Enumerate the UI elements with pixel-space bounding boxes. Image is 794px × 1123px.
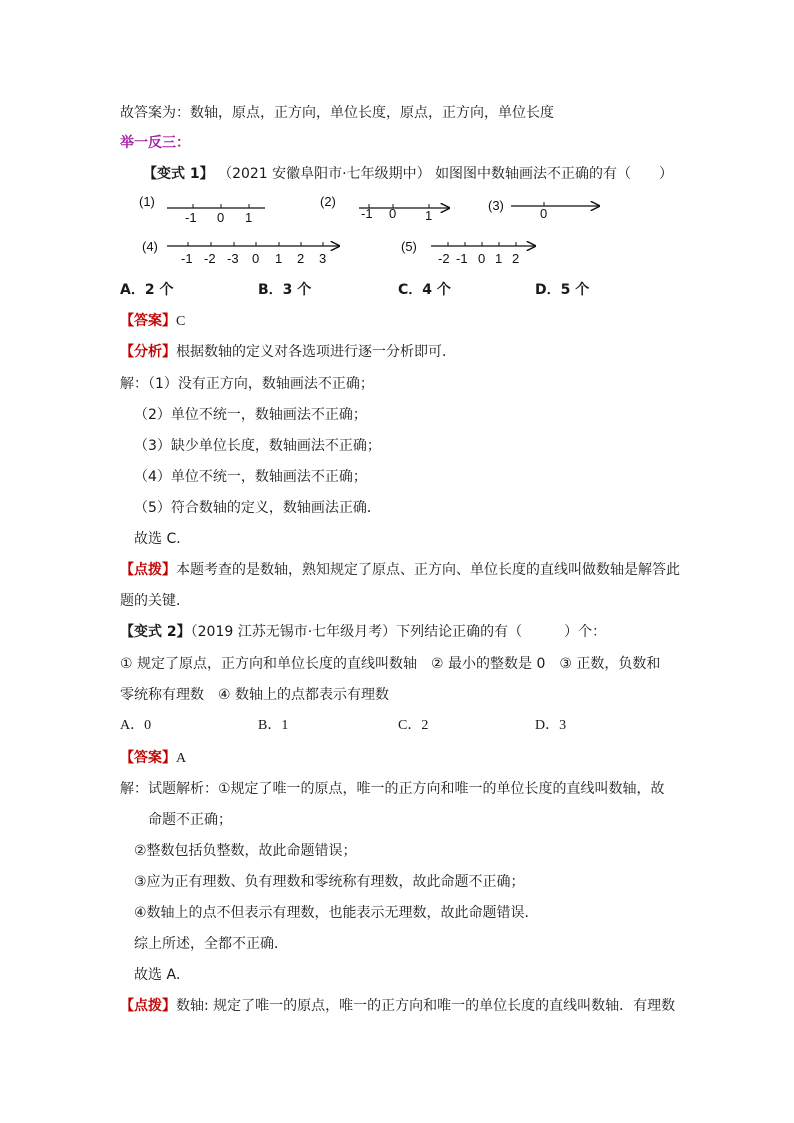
q2-source: （2019 江苏无锡市·七年级月考） [190,624,397,640]
q2-stem: 下列结论正确的有（ ）个： [396,624,607,640]
q1-option-b: B．3 个 [258,282,312,298]
q2-option-d: D．3 [535,718,567,733]
q2-solution-line: 综上所述，全都不正确． [134,936,288,952]
q2-answer-tag: 【答案】 [120,750,176,766]
q1-option-d: D．5 个 [535,282,590,298]
axis4-tick-label: 1 [275,251,283,266]
axis2-label: (2) [320,194,336,209]
axis1-tick-label: 1 [245,210,253,225]
q2-option-a: A．0 [120,718,152,733]
q2-tag: 【变式 2】 [120,624,191,640]
q2-option-c: C．2 [398,718,429,733]
axis2-tick-label: 0 [389,206,397,221]
q1-tip-tag: 【点拨】 [120,562,176,578]
axis5-tick-label: 2 [512,251,520,266]
q2-statements-continued: 零统称有理数 ④ 数轴上的点都表示有理数 [120,687,389,703]
q1-source: （2021 安徽阜阳市·七年级期中） [218,166,431,182]
q2-answer [120,748,186,769]
q1-stem: 如图图中数轴画法不正确的有（ ） [435,166,674,182]
axis5-tick-label: 0 [478,251,486,266]
q1-analysis-text: 根据数轴的定义对各选项进行逐一分析即可． [176,344,456,360]
q1-header [143,164,673,184]
q2-tip-tag: 【点拨】 [120,998,176,1014]
q1-option-c: C．4 个 [398,282,451,298]
q2-solution-line: 解：试题解析：①规定了唯一的原点，唯一的正方向和唯一的单位长度的直线叫数轴，故 [120,781,665,797]
q2-header [120,622,606,642]
axis3-label: (3) [488,198,504,213]
axis3-tick-label: 0 [540,206,548,221]
q1-solution-line: 解：（1）没有正方向，数轴画法不正确； [120,376,374,392]
axis2-tick-label: -1 [361,206,373,221]
q1-answer-value: C [176,314,186,329]
axis1-label: (1) [139,194,155,209]
axis4-tick-label: -1 [181,251,193,266]
q1-answer [120,311,185,332]
axis5-label: (5) [401,239,417,254]
axis2-tick-label: 1 [425,208,433,223]
q1-tip [120,560,680,580]
q2-answer-value: A [176,751,187,766]
q2-solution-line: 故选 A． [134,967,191,983]
axis4-tick-label: -2 [204,251,216,266]
q1-solution-line: （3）缺少单位长度，数轴画法不正确； [134,438,381,454]
q1-tip-continued: 题的关键． [120,593,190,609]
axis4-tick-label: -3 [227,251,239,266]
q2-solution-line: ④数轴上的点不但表示有理数，也能表示无理数，故此命题错误． [134,905,539,921]
q1-option-a: A．2 个 [120,282,174,298]
axis4-tick-label: 2 [297,251,305,266]
q1-solution-line: 故选 C． [134,531,191,547]
axis4-label: (4) [142,239,158,254]
q1-answer-tag: 【答案】 [120,313,176,329]
q1-solution-line: （4）单位不统一，数轴画法不正确； [134,469,367,485]
axis1-tick-label: 0 [217,210,225,225]
q2-statements: ① 规定了原点，正方向和单位长度的直线叫数轴 ② 最小的整数是 0 ③ 正数，负数和 [120,656,661,672]
axis5-tick-label: 1 [495,251,503,266]
q1-tip-text: 本题考查的是数轴，熟知规定了原点、正方向、单位长度的直线叫做数轴是解答此 [176,562,680,578]
number-line-figure [137,188,603,270]
q2-option-b: B．1 [258,718,289,733]
q1-solution-line: （2）单位不统一，数轴画法不正确； [134,407,367,423]
q2-solution-line: ②整数包括负整数，故此命题错误； [134,843,357,859]
q1-analysis [120,342,456,362]
intro-answer: 故答案为：数轴，原点，正方向，单位长度，原点，正方向，单位长度 [120,105,554,121]
q2-solution-line: 命题不正确； [148,812,232,828]
q2-tip [120,996,675,1016]
axis5-tick-label: -2 [438,251,450,266]
axis1-tick-label: -1 [185,210,197,225]
q1-solution-line: （5）符合数轴的定义，数轴画法正确． [134,500,381,516]
q2-solution-line: ③应为正有理数、负有理数和零统称有理数，故此命题不正确； [134,874,525,890]
axis4-tick-label: 3 [319,251,327,266]
axis5-tick-label: -1 [456,251,468,266]
q1-analysis-tag: 【分析】 [120,344,176,360]
section-heading: 举一反三： [120,135,190,151]
q2-tip-text: 数轴: 规定了唯一的原点，唯一的正方向和唯一的单位长度的直线叫数轴．有理数 [176,998,676,1014]
axis4-tick-label: 0 [252,251,260,266]
number-line-svg [137,188,603,270]
q1-tag: 【变式 1】 [143,166,214,182]
